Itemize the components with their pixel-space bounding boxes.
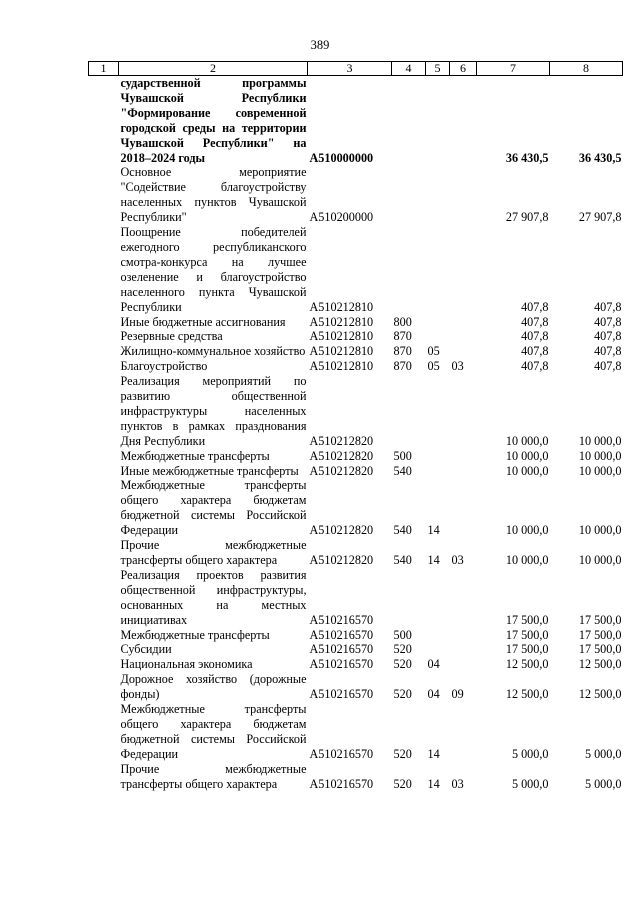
row-code: A510216570 <box>309 657 374 672</box>
row-code: A510216570 <box>309 687 374 702</box>
row-subsection: 03 <box>451 776 464 791</box>
row-code: A510216570 <box>309 612 374 627</box>
column-header: 4 <box>392 62 426 76</box>
row-name: Национальная экономика <box>120 657 253 672</box>
table-row <box>89 225 623 314</box>
row-subsection <box>450 657 477 672</box>
table-row <box>89 449 623 464</box>
row-expense-type <box>392 374 426 449</box>
row-sum-1: 12 500,0 <box>505 657 549 672</box>
column-header: 3 <box>308 62 392 76</box>
row-code: A510216570 <box>309 746 374 761</box>
row-expense-type: 520 <box>393 776 412 791</box>
row-sum-2: 17 500,0 <box>578 627 622 642</box>
row-expense-type: 520 <box>393 642 412 657</box>
row-sum-1: 10 000,0 <box>505 433 549 448</box>
row-sum-2: 17 500,0 <box>578 612 622 627</box>
row-expense-type: 520 <box>393 657 412 672</box>
row-subsection <box>450 478 477 538</box>
column-header: 2 <box>119 62 308 76</box>
row-section <box>426 464 450 479</box>
row-code: A510216570 <box>309 642 374 657</box>
row-sum-2: 10 000,0 <box>578 463 622 478</box>
row-expense-type: 540 <box>393 463 412 478</box>
row-sum-1: 407,8 <box>521 314 549 329</box>
row-name: Межбюджетные трансферты общего характера бюджетам бюджетной системы Российской Федерации <box>120 478 307 538</box>
table-row <box>89 568 623 628</box>
row-subsection <box>450 374 477 449</box>
row-section: 05 <box>427 359 440 374</box>
table-row <box>89 478 623 538</box>
table-body <box>89 76 623 792</box>
row-name: Жилищно-коммунальное хозяйство <box>120 344 306 359</box>
row-expense-type <box>392 165 426 225</box>
row-expense-type: 520 <box>393 746 412 761</box>
row-sum-2: 407,8 <box>594 359 622 374</box>
cell-empty <box>89 344 119 359</box>
row-expense-type: 870 <box>393 329 412 344</box>
table-row <box>89 642 623 657</box>
table-row <box>89 657 623 672</box>
column-header: 8 <box>550 62 623 76</box>
row-sum-1: 27 907,8 <box>505 210 549 225</box>
row-section <box>426 628 450 643</box>
row-section <box>426 165 450 225</box>
column-header: 1 <box>89 62 119 76</box>
row-sum-1: 10 000,0 <box>505 553 549 567</box>
row-name: Основное мероприятие "Содействие благоустройству населенных пунктов Чувашской Республики" <box>120 165 307 225</box>
row-subsection <box>450 165 477 225</box>
row-expense-type: 500 <box>393 627 412 642</box>
row-section: 14 <box>427 776 440 791</box>
cell-empty <box>89 359 119 374</box>
row-code: A510216570 <box>309 776 374 791</box>
cell-empty <box>89 76 119 166</box>
row-sum-1: 12 500,0 <box>505 687 549 702</box>
row-subsection <box>450 464 477 479</box>
cell-empty <box>89 672 119 702</box>
row-expense-type: 540 <box>393 523 412 538</box>
row-sum-2: 407,8 <box>594 314 622 329</box>
row-sum-1: 407,8 <box>521 344 549 359</box>
row-name: Иные межбюджетные трансферты <box>120 463 299 478</box>
row-sum-2: 17 500,0 <box>578 642 622 657</box>
table-row <box>89 315 623 330</box>
row-code: A510212820 <box>309 553 374 567</box>
row-expense-type: 540 <box>393 553 412 567</box>
table-row <box>89 374 623 449</box>
table-row <box>89 165 623 225</box>
row-name: Дорожное хозяйство (дорожные фонды) <box>120 672 307 702</box>
row-expense-type: 500 <box>393 448 412 463</box>
row-expense-type: 870 <box>393 344 412 359</box>
row-subsection <box>450 315 477 330</box>
cell-empty <box>89 315 119 330</box>
row-section: 05 <box>427 344 440 359</box>
row-name: Межбюджетные трансферты <box>120 448 270 463</box>
row-section: 04 <box>427 687 440 702</box>
row-sum-1: 17 500,0 <box>505 627 549 642</box>
row-subsection <box>450 642 477 657</box>
row-subsection: 03 <box>451 359 464 374</box>
row-section <box>426 449 450 464</box>
row-section: 14 <box>427 553 440 567</box>
table-header <box>89 62 623 76</box>
row-name: Межбюджетные трансферты <box>120 627 270 642</box>
row-code: A510212810 <box>309 329 374 344</box>
row-name: Поощрение победителей ежегодного республиканского смотра-конкурса на лучшее озеленение и благоустройство населенного пункта Чувашской Республики <box>120 225 307 314</box>
row-expense-type <box>392 568 426 628</box>
row-name: Прочие межбюджетные трансферты общего характера <box>120 761 307 791</box>
row-sum-1: 5 000,0 <box>511 776 549 791</box>
row-code: A510216570 <box>309 627 374 642</box>
row-sum-2: 10 000,0 <box>578 553 622 567</box>
row-name: Межбюджетные трансферты общего характера бюджетам бюджетной системы Российской Федерации <box>120 702 307 761</box>
row-sum-1: 17 500,0 <box>505 642 549 657</box>
table-row <box>89 702 623 762</box>
budget-table <box>88 61 623 792</box>
cell-empty <box>89 464 119 479</box>
row-expense-type <box>392 225 426 314</box>
row-subsection <box>450 76 477 166</box>
row-name: Субсидии <box>120 642 172 657</box>
cell-empty <box>89 374 119 449</box>
row-sum-2: 12 500,0 <box>578 657 622 672</box>
cell-empty <box>89 657 119 672</box>
cell-empty <box>89 478 119 538</box>
row-sum-2: 10 000,0 <box>578 433 622 448</box>
cell-empty <box>89 329 119 344</box>
row-subsection <box>450 344 477 359</box>
row-code: A510212820 <box>309 448 374 463</box>
row-sum-2: 407,8 <box>594 329 622 344</box>
row-sum-1: 10 000,0 <box>505 448 549 463</box>
header-row <box>89 62 623 76</box>
table-row <box>89 628 623 643</box>
row-section <box>426 329 450 344</box>
row-section <box>426 568 450 628</box>
row-subsection <box>450 702 477 762</box>
row-subsection <box>450 449 477 464</box>
row-subsection: 09 <box>451 687 464 702</box>
row-sum-1: 10 000,0 <box>505 463 549 478</box>
cell-empty <box>89 628 119 643</box>
row-sum-2: 5 000,0 <box>584 746 622 761</box>
row-code: A510212820 <box>309 463 374 478</box>
row-code: A510212810 <box>309 314 374 329</box>
row-sum-2: 27 907,8 <box>578 210 622 225</box>
table-row <box>89 329 623 344</box>
row-name: Прочие межбюджетные трансферты общего характера <box>120 538 307 567</box>
cell-empty <box>89 449 119 464</box>
row-name: Резервные средства <box>120 329 223 344</box>
table-row <box>89 344 623 359</box>
cell-empty <box>89 702 119 762</box>
row-sum-2: 407,8 <box>594 299 622 314</box>
row-code: A510212820 <box>309 523 374 538</box>
row-subsection: 03 <box>451 553 464 567</box>
column-header: 7 <box>477 62 550 76</box>
row-sum-1: 407,8 <box>521 299 549 314</box>
cell-empty <box>89 538 119 568</box>
row-sum-1: 10 000,0 <box>505 523 549 538</box>
row-expense-type: 520 <box>393 687 412 702</box>
row-section: 14 <box>427 523 440 538</box>
row-name: Реализация мероприятий по развитию общественной инфраструктуры населенных пунктов в рамках празднования Дня Республики <box>120 374 307 448</box>
row-sum-1: 407,8 <box>521 359 549 374</box>
row-code: A510000000 <box>309 150 374 165</box>
row-section <box>426 374 450 449</box>
row-sum-2: 407,8 <box>594 344 622 359</box>
cell-empty <box>89 568 119 628</box>
cell-empty <box>89 225 119 314</box>
row-sum-2: 10 000,0 <box>578 523 622 538</box>
row-code: A510212820 <box>309 433 374 448</box>
row-code: A510212810 <box>309 344 374 359</box>
cell-empty <box>89 762 119 792</box>
row-code: A510212810 <box>309 299 374 314</box>
table-row <box>89 762 623 792</box>
row-expense-type <box>392 76 426 166</box>
row-name: Реализация проектов развития общественной инфраструктуры, основанных на местных инициативах <box>120 567 307 627</box>
table-row <box>89 76 623 166</box>
row-code: A510212810 <box>309 359 374 374</box>
table-row <box>89 538 623 568</box>
row-sum-2: 36 430,5 <box>578 150 622 165</box>
row-section <box>426 76 450 166</box>
page-number: 389 <box>310 38 330 52</box>
row-subsection <box>450 628 477 643</box>
row-sum-1: 17 500,0 <box>505 612 549 627</box>
row-name: Иные бюджетные ассигнования <box>120 314 286 329</box>
row-sum-1: 407,8 <box>521 329 549 344</box>
cell-empty <box>89 642 119 657</box>
row-sum-1: 36 430,5 <box>505 150 549 165</box>
row-section <box>426 315 450 330</box>
table-row <box>89 464 623 479</box>
column-header: 5 <box>426 62 450 76</box>
row-expense-type: 870 <box>393 359 412 374</box>
row-sum-2: 10 000,0 <box>578 448 622 463</box>
row-section: 04 <box>427 657 440 672</box>
row-subsection <box>450 225 477 314</box>
row-name: сударственной программы Чувашской Республики "Формирование современной городской среды на территории Чувашской Республики" на 2018–2024 годы <box>120 76 307 165</box>
row-code: A510200000 <box>309 210 374 225</box>
row-sum-2: 12 500,0 <box>578 687 622 702</box>
table-row <box>89 672 623 702</box>
row-sum-2: 5 000,0 <box>584 776 622 791</box>
table-row <box>89 359 623 374</box>
column-header: 6 <box>450 62 477 76</box>
row-section: 14 <box>427 746 440 761</box>
row-sum-1: 5 000,0 <box>511 746 549 761</box>
cell-empty <box>89 165 119 225</box>
row-section <box>426 225 450 314</box>
row-section <box>426 642 450 657</box>
row-name: Благоустройство <box>120 359 208 374</box>
row-subsection <box>450 329 477 344</box>
row-subsection <box>450 568 477 628</box>
row-expense-type: 800 <box>393 314 412 329</box>
